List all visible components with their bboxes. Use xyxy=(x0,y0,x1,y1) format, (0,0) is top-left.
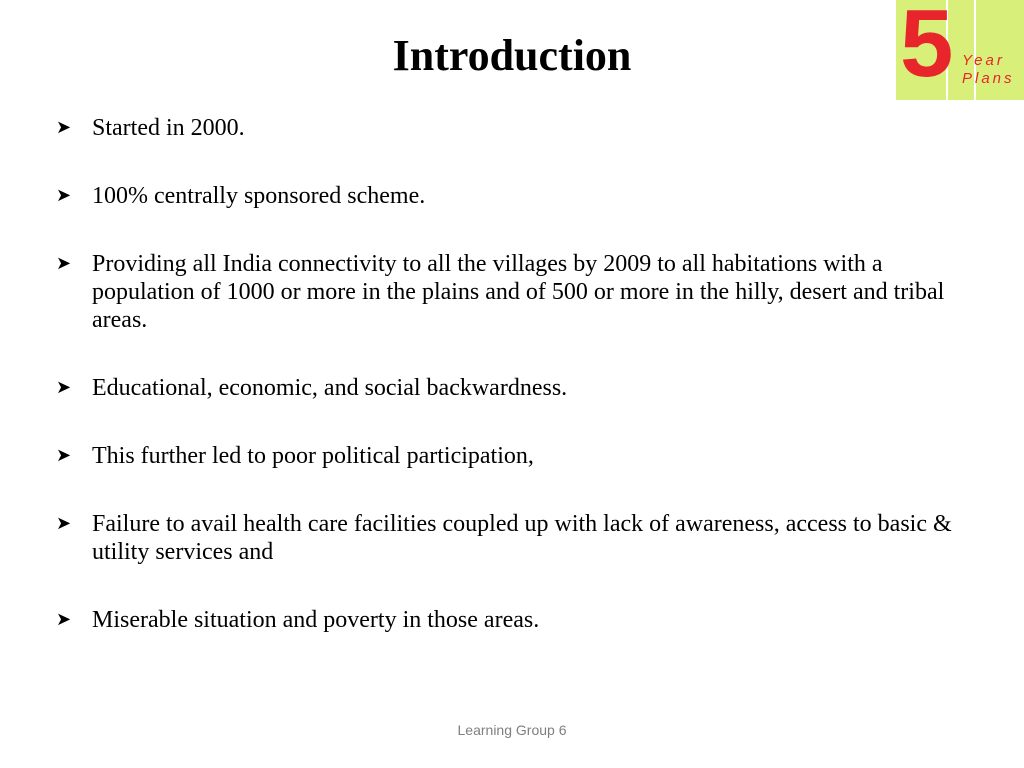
arrowhead-bullet-icon: ➤ xyxy=(56,117,72,138)
arrowhead-bullet-icon: ➤ xyxy=(56,185,72,206)
bullet-list xyxy=(56,114,976,674)
arrowhead-bullet-icon: ➤ xyxy=(56,445,72,466)
bullet-text: Failure to avail health care facilities coupled up with lack of awareness, access to basic & utility services and xyxy=(92,511,952,565)
logo-digit: 5 xyxy=(900,0,954,97)
bullet-item xyxy=(56,182,976,210)
bullet-item xyxy=(56,250,976,334)
bullet-text: This further led to poor political participation, xyxy=(92,443,534,469)
arrowhead-bullet-icon: ➤ xyxy=(56,253,72,274)
logo-word-plans: Plans xyxy=(962,70,1015,87)
logo-word-year: Year xyxy=(962,52,1005,69)
bullet-item xyxy=(56,442,976,470)
bullet-text: Miserable situation and poverty in those areas. xyxy=(92,607,540,633)
bullet-text: Providing all India connectivity to all the villages by 2009 to all habitations with a population of 1000 or more in the plains and of 500 or more in the hilly, desert and tribal areas. xyxy=(92,251,945,333)
slide-footer: Learning Group 6 xyxy=(457,722,567,738)
bullet-item xyxy=(56,114,976,142)
arrowhead-bullet-icon: ➤ xyxy=(56,377,72,398)
arrowhead-bullet-icon: ➤ xyxy=(56,513,72,534)
arrowhead-bullet-icon: ➤ xyxy=(56,609,72,630)
bullet-text: Started in 2000. xyxy=(92,115,245,141)
slide-title: Introduction xyxy=(392,31,632,80)
bullet-item xyxy=(56,510,976,566)
bullet-text: 100% centrally sponsored scheme. xyxy=(92,183,426,209)
bullet-item xyxy=(56,374,976,402)
bullet-text: Educational, economic, and social backwardness. xyxy=(92,375,568,401)
bullet-item xyxy=(56,606,976,634)
five-year-plans-logo xyxy=(896,0,1024,100)
